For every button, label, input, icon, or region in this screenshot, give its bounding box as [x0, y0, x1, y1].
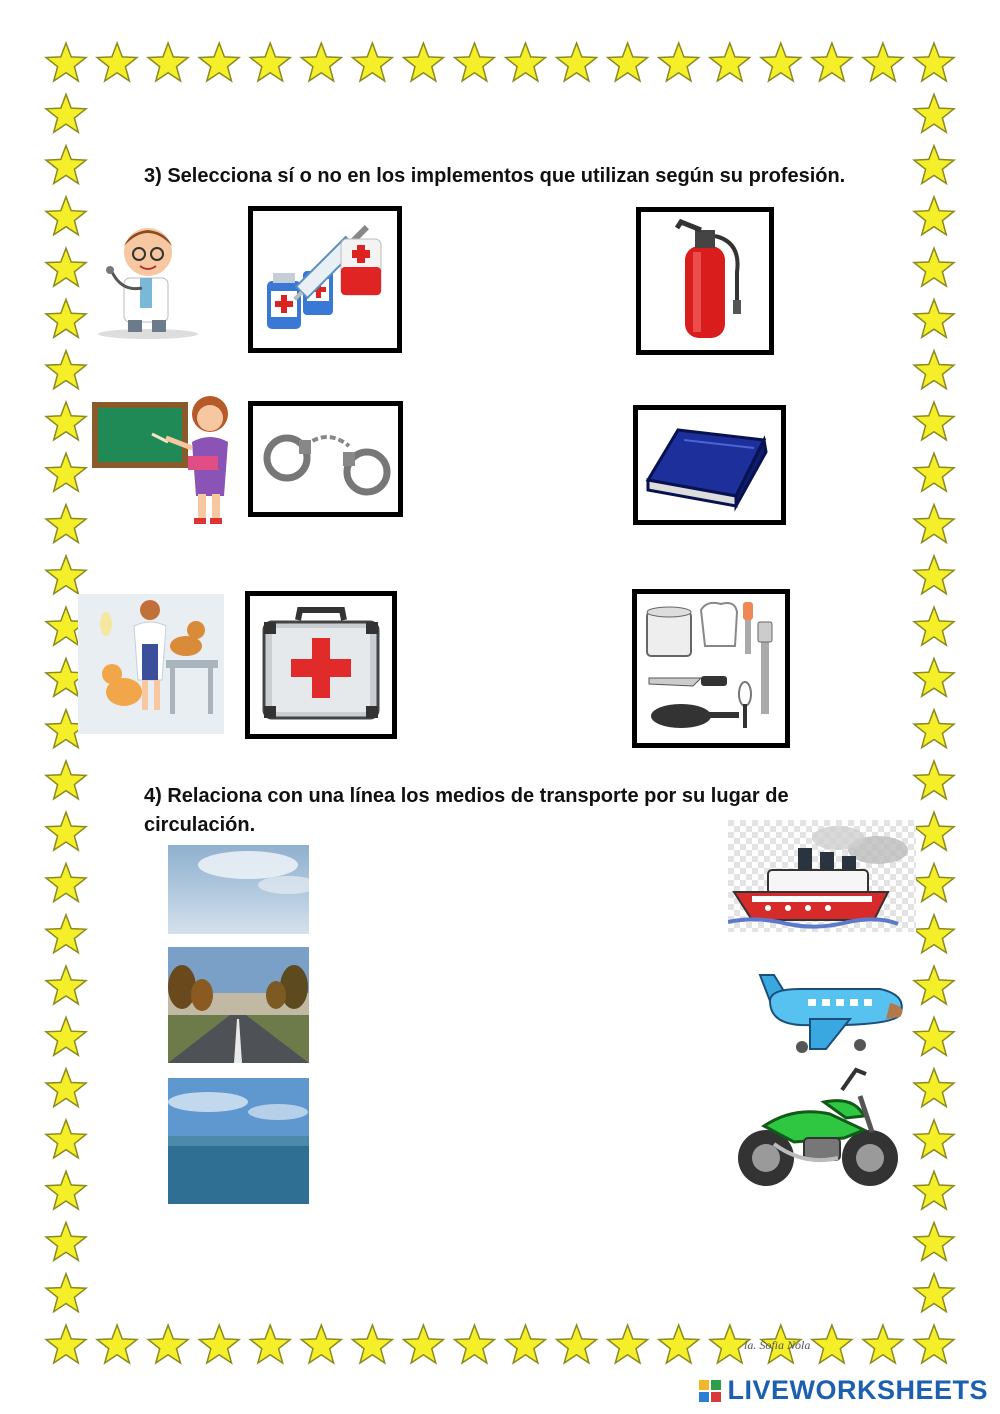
star-icon — [914, 1017, 954, 1055]
airplane-image[interactable] — [740, 955, 910, 1061]
star-icon — [812, 43, 852, 81]
star-icon — [46, 1222, 86, 1260]
star-icon — [46, 402, 86, 440]
star-icon — [914, 1171, 954, 1209]
star-icon — [914, 402, 954, 440]
medical-supplies-card[interactable] — [248, 206, 402, 353]
star-icon — [914, 248, 954, 286]
teacher-image — [92, 386, 238, 526]
star-icon — [659, 1325, 699, 1363]
star-icon — [352, 1325, 392, 1363]
star-icon — [914, 915, 954, 953]
star-icon — [914, 146, 954, 184]
star-icon — [914, 966, 954, 1004]
doctor-image — [92, 212, 204, 340]
chef-tools-card[interactable] — [632, 589, 790, 748]
star-icon — [46, 299, 86, 337]
handcuffs-icon — [253, 406, 398, 512]
star-icon — [455, 43, 495, 81]
star-icon — [914, 453, 954, 491]
star-icon — [46, 351, 86, 389]
star-icon — [710, 43, 750, 81]
chef-tools-icon — [637, 594, 785, 743]
sky-image[interactable] — [168, 845, 309, 934]
first-aid-kit-card[interactable] — [245, 591, 397, 739]
star-icon — [914, 197, 954, 235]
star-icon — [46, 505, 86, 543]
motorcycle-image[interactable] — [734, 1066, 902, 1190]
star-icon — [352, 43, 392, 81]
star-icon — [148, 1325, 188, 1363]
fire-extinguisher-card[interactable] — [636, 207, 774, 355]
star-icon — [608, 1325, 648, 1363]
star-icon — [914, 299, 954, 337]
star-icon — [46, 556, 86, 594]
star-icon — [914, 607, 954, 645]
book-icon — [638, 410, 781, 520]
star-icon — [46, 146, 86, 184]
star-icon — [148, 43, 188, 81]
handcuffs-card[interactable] — [248, 401, 403, 517]
star-icon — [46, 966, 86, 1004]
star-icon — [46, 761, 86, 799]
star-icon — [914, 1069, 954, 1107]
star-icon — [301, 1325, 341, 1363]
star-icon — [46, 812, 86, 850]
star-icon — [46, 1274, 86, 1312]
star-icon — [46, 248, 86, 286]
star-icon — [46, 1069, 86, 1107]
star-icon — [46, 915, 86, 953]
first-aid-kit-icon — [250, 596, 392, 734]
star-icon — [914, 812, 954, 850]
brand-text: LIVEWORKSHEETS — [727, 1375, 988, 1405]
star-icon — [914, 1325, 954, 1363]
star-icon — [506, 43, 546, 81]
star-icon — [455, 1325, 495, 1363]
veterinarian-image — [78, 594, 224, 734]
star-icon — [914, 351, 954, 389]
star-icon — [199, 43, 239, 81]
syringe-icon — [253, 211, 397, 348]
star-icon — [914, 94, 954, 132]
star-icon — [46, 1325, 86, 1363]
star-icon — [914, 43, 954, 81]
star-icon — [403, 1325, 443, 1363]
star-icon — [46, 1171, 86, 1209]
liveworksheets-logo — [699, 1375, 988, 1406]
star-icon — [46, 864, 86, 902]
fire-extinguisher-icon — [641, 212, 769, 350]
star-icon — [506, 1325, 546, 1363]
question-4-line-1: 4) Relaciona con una línea los medios de transporte por su lugar de — [144, 785, 789, 807]
star-icon — [97, 43, 137, 81]
star-icon — [608, 43, 648, 81]
star-icon — [250, 43, 290, 81]
road-image[interactable] — [168, 947, 309, 1063]
star-icon — [914, 710, 954, 748]
star-icon — [659, 43, 699, 81]
star-icon — [250, 1325, 290, 1363]
star-icon — [557, 43, 597, 81]
star-icon — [46, 1017, 86, 1055]
star-icon — [914, 761, 954, 799]
star-icon — [46, 453, 86, 491]
star-icon — [199, 1325, 239, 1363]
star-icon — [46, 197, 86, 235]
star-icon — [46, 43, 86, 81]
star-icon — [812, 1325, 852, 1363]
liveworksheets-icon — [699, 1380, 723, 1402]
star-icon — [914, 864, 954, 902]
star-icon — [914, 1222, 954, 1260]
star-icon — [403, 43, 443, 81]
star-icon — [914, 1274, 954, 1312]
star-icon — [46, 1120, 86, 1158]
star-icon — [863, 43, 903, 81]
signature: la. Sofia Nola — [744, 1338, 811, 1352]
star-icon — [914, 658, 954, 696]
question-4-line-2: circulación. — [144, 814, 256, 836]
star-icon — [557, 1325, 597, 1363]
star-icon — [97, 1325, 137, 1363]
star-icon — [863, 1325, 903, 1363]
star-icon — [914, 556, 954, 594]
question-3-title: 3) Selecciona sí o no en los implementos que utilizan según su profesión. — [144, 165, 846, 187]
star-icon — [914, 1120, 954, 1158]
star-icon — [914, 505, 954, 543]
star-icon — [46, 94, 86, 132]
star-icon — [301, 43, 341, 81]
sea-image[interactable] — [168, 1078, 309, 1204]
book-card[interactable] — [633, 405, 786, 525]
question-4-title — [144, 782, 789, 840]
star-icon — [761, 43, 801, 81]
ship-image[interactable] — [728, 820, 916, 932]
